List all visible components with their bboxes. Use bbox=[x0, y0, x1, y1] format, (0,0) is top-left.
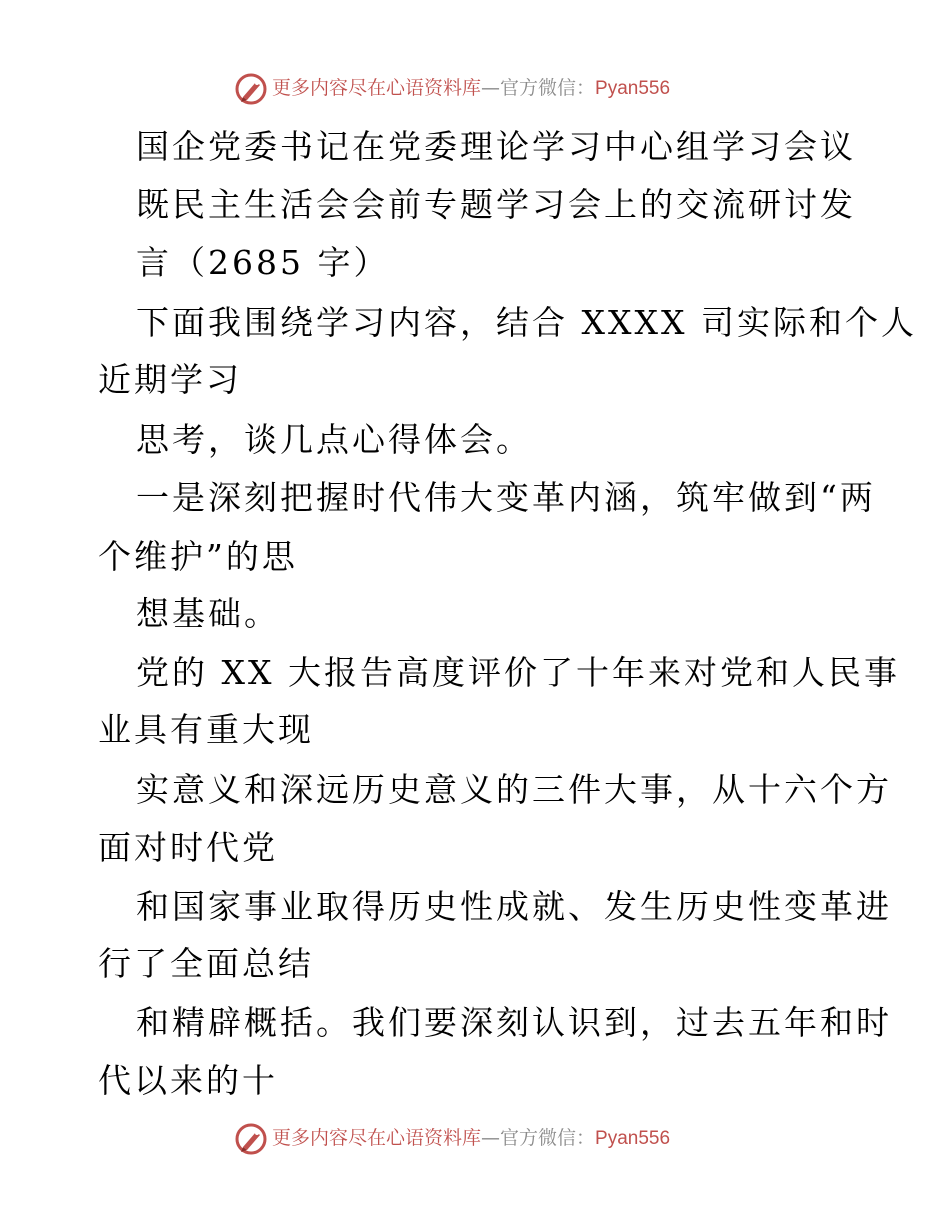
footer-banner-text bbox=[272, 1126, 670, 1151]
banner-official-label: 官方微信： bbox=[500, 1127, 596, 1149]
text-line: 一是深刻把握时代伟大变革内涵，筑牢做到“两 bbox=[136, 478, 876, 517]
header-banner-text bbox=[272, 76, 670, 101]
banner-wechat-id: Pyan556 bbox=[595, 78, 671, 99]
text-line: 既民主生活会会前专题学习会上的交流研讨发 bbox=[136, 185, 856, 224]
text-line: 党的 XX 大报告高度评价了十年来对党和人民事 bbox=[136, 653, 900, 692]
footer-banner bbox=[0, 1120, 950, 1160]
text-line: 实意义和深远历史意义的三件大事，从十六个方 bbox=[136, 770, 892, 809]
text-line: 个维护”的思 bbox=[98, 537, 298, 576]
banner-site-name: 更多内容尽在心语资料库 bbox=[272, 77, 482, 99]
text-line: 行了全面总结 bbox=[98, 944, 314, 983]
text-line: 和国家事业取得历史性成就、发生历史性变革进 bbox=[136, 887, 892, 926]
text-line: 业具有重大现 bbox=[98, 710, 314, 749]
text-line: 下面我围绕学习内容，结合 XXXX 司实际和个人 bbox=[136, 303, 917, 342]
text-line: 和精辟概括。我们要深刻认识到，过去五年和时 bbox=[136, 1003, 892, 1042]
text-line: 思考，谈几点心得体会。 bbox=[136, 420, 532, 459]
banner-dash: — bbox=[481, 77, 501, 99]
text-line: 言（2685 字） bbox=[136, 243, 390, 282]
banner-official-label: 官方微信： bbox=[500, 77, 596, 99]
banner-dash: — bbox=[481, 1127, 501, 1149]
header-banner bbox=[0, 70, 950, 110]
text-line: 面对时代党 bbox=[98, 828, 278, 867]
text-line: 近期学习 bbox=[98, 360, 242, 399]
banner-site-name: 更多内容尽在心语资料库 bbox=[272, 1127, 482, 1149]
pen-logo-icon bbox=[234, 72, 268, 106]
text-line: 代以来的十 bbox=[98, 1061, 278, 1100]
pen-logo-icon bbox=[234, 1122, 268, 1156]
text-line: 想基础。 bbox=[136, 594, 280, 633]
banner-wechat-id: Pyan556 bbox=[595, 1128, 671, 1149]
text-line: 国企党委书记在党委理论学习中心组学习会议 bbox=[136, 127, 856, 166]
